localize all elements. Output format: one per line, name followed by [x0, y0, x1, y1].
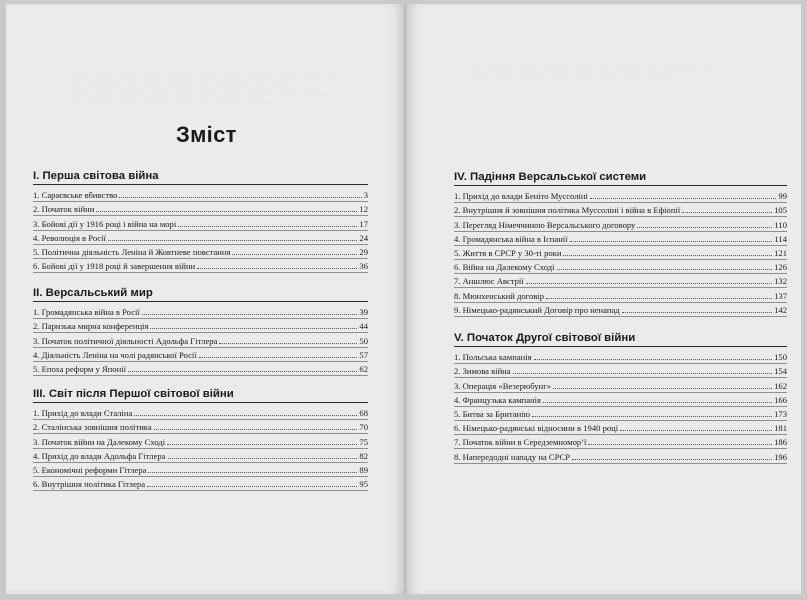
entry-title: 6. Війна на Далекому Сході — [454, 262, 555, 273]
dot-leader — [219, 343, 357, 344]
entry-title: 5. Політична діяльність Леніна й Жовтневе повстання — [33, 246, 231, 257]
toc-entry[interactable] — [33, 202, 368, 216]
toc-entry[interactable] — [454, 421, 787, 435]
dot-leader — [534, 359, 773, 360]
page-number: 29 — [359, 246, 368, 257]
toc-entry[interactable] — [454, 217, 787, 231]
page-number: 121 — [774, 247, 787, 258]
page-number: 68 — [359, 408, 368, 419]
dot-leader — [167, 444, 357, 445]
dot-leader — [570, 241, 773, 242]
entry-title: 1. Сараєвське вбивство — [33, 190, 118, 201]
entry-title: 3. Операція «Везерюбунг» — [454, 380, 552, 391]
dot-leader — [197, 268, 357, 269]
entry-title: 9. Німецько-радянський Договір про ненапад — [454, 304, 620, 315]
page-number: 57 — [359, 349, 368, 360]
toc-entry[interactable] — [454, 303, 787, 317]
toc-section — [33, 286, 368, 376]
toc-entry[interactable] — [454, 246, 787, 260]
entry-title: 3. Початок політичної діяльності Адольфа Гітлера — [33, 335, 218, 346]
page-number: 105 — [774, 205, 787, 216]
entry-title: 4. Французька кампанія — [454, 394, 541, 405]
page-number: 114 — [774, 233, 787, 244]
entry-title: 4. Прихід до влади Адольфа Гітлера — [33, 450, 166, 461]
entry-title: 7. Початок війни в Середземномор’ї — [454, 437, 587, 448]
page-number: 44 — [359, 321, 368, 332]
dot-leader — [563, 255, 772, 256]
toc-entry[interactable] — [33, 333, 368, 347]
toc-section — [33, 169, 368, 273]
toc-section — [454, 170, 787, 317]
entry-title: 4. Громадянська війна в Іспанії — [454, 233, 568, 244]
dot-leader — [232, 254, 357, 255]
dot-leader — [168, 458, 358, 459]
entry-title: 2. Внутрішня й зовнішня політика Муссоліні і війна в Ефіопії — [454, 205, 681, 216]
page-number: 110 — [774, 219, 787, 230]
page-number: 162 — [774, 380, 787, 391]
dot-leader — [154, 429, 358, 430]
dot-leader — [532, 416, 772, 417]
page-number: 12 — [359, 204, 368, 215]
toc-section — [33, 387, 368, 491]
entry-title: 1. Прихід до влади Беніто Муссоліні — [454, 191, 588, 202]
page-number: 181 — [774, 423, 787, 434]
dot-leader — [134, 415, 357, 416]
page-number: 137 — [774, 290, 787, 301]
page-number: 173 — [774, 408, 787, 419]
dot-leader — [128, 371, 357, 372]
dot-leader — [148, 472, 357, 473]
dot-leader — [96, 211, 357, 212]
toc-entry[interactable] — [33, 231, 368, 245]
entry-title: 1. Громадянська війна в Росії — [33, 307, 140, 318]
toc-entry[interactable] — [454, 274, 787, 288]
entry-title: 5. Битва за Британію — [454, 408, 531, 419]
page-number: 24 — [359, 232, 368, 243]
entry-title: 6. Бойові дії у 1918 році й завершення війни — [33, 261, 196, 272]
entry-title: 5. Епоха реформ у Японії — [33, 363, 126, 374]
page-number: 50 — [359, 335, 368, 346]
entry-title: 3. Бойові дії у 1916 році і війна на морі — [33, 218, 177, 229]
toc-entry[interactable] — [33, 420, 368, 434]
page-number: 166 — [774, 394, 787, 405]
toc-entry[interactable] — [454, 435, 787, 449]
dot-leader — [682, 212, 772, 213]
toc-section — [454, 331, 787, 464]
dot-leader — [546, 298, 772, 299]
toc-entry[interactable] — [454, 378, 787, 392]
page-number: 99 — [778, 191, 787, 202]
dot-leader — [147, 486, 357, 487]
toc-entry[interactable] — [454, 288, 787, 302]
dot-leader — [199, 357, 358, 358]
toc-entry[interactable] — [33, 463, 368, 477]
entry-title: 3. Початок війни на Далекому Сході — [33, 436, 166, 447]
dot-leader — [572, 459, 772, 460]
toc-entry[interactable] — [454, 232, 787, 246]
entry-title: 6. Німецько-радянські відносини в 1940 році — [454, 423, 619, 434]
entry-title: 1. Прихід до влади Сталіна — [33, 408, 133, 419]
page-number: 89 — [359, 464, 368, 475]
dot-leader — [590, 198, 776, 199]
entry-title: 2. Зимова війна — [454, 366, 511, 377]
entry-title: 6. Внутрішня політика Гітлера — [33, 479, 146, 490]
toc-entry[interactable] — [33, 245, 368, 259]
page-number: 75 — [359, 436, 368, 447]
toc-entry[interactable] — [454, 407, 787, 421]
dot-leader — [557, 269, 773, 270]
toc-entry[interactable] — [33, 406, 368, 420]
toc-entry[interactable] — [33, 305, 368, 319]
toc-entry[interactable] — [454, 260, 787, 274]
section-heading: I. Перша світова війна — [33, 169, 368, 185]
page-number: 150 — [774, 352, 787, 363]
page-number: 70 — [359, 422, 368, 433]
entry-title: 3. Перегляд Німеччиною Версальського договору — [454, 219, 636, 230]
toc-entry[interactable] — [33, 319, 368, 333]
toc-entry[interactable] — [33, 348, 368, 362]
toc-entry[interactable] — [454, 449, 787, 463]
section-heading: V. Початок Другої світової війни — [454, 331, 787, 347]
page-number: 196 — [774, 451, 787, 462]
entry-title: 5. Життя в СРСР у 30-ті роки — [454, 247, 562, 258]
toc-entry[interactable] — [454, 350, 787, 364]
entry-title: 8. Напередодні нападу на СРСР — [454, 451, 571, 462]
page-number: 17 — [359, 218, 368, 229]
entry-title: 5. Економічні реформи Гітлера — [33, 464, 147, 475]
page-number: 36 — [359, 261, 368, 272]
toc-entry[interactable] — [33, 434, 368, 448]
toc-entry[interactable] — [454, 364, 787, 378]
toc-entry[interactable] — [33, 362, 368, 376]
dot-leader — [142, 314, 358, 315]
page-number: 39 — [359, 307, 368, 318]
toc-entry[interactable] — [454, 189, 787, 203]
dot-leader — [622, 312, 772, 313]
bleed-through-text: ———— ——— ———— ——— ————— ——— ——— ————— ——— ———— —— ——— ————— ——— ——— ———— ——— ————— ——— ——— ———— ——— ————— ——— ——— ———— ——— ————— ——— ———— ——— ———— ——— ————— ——— ——— ———— ———— — [66, 74, 340, 105]
entry-title: 2. Початок війни — [33, 204, 95, 215]
entry-title: 8. Мюнхенський договір — [454, 290, 545, 301]
left-page — [6, 4, 404, 594]
dot-leader — [178, 226, 357, 227]
entry-title: 4. Революція в Росії — [33, 232, 106, 243]
toc-entry[interactable] — [454, 203, 787, 217]
dot-leader — [543, 402, 772, 403]
entry-title: 7. Аншлюс Австрії — [454, 276, 524, 287]
section-heading: III. Світ після Першої світової війни — [33, 387, 368, 403]
toc-entry[interactable] — [33, 188, 368, 202]
dot-leader — [553, 388, 772, 389]
right-page — [406, 4, 801, 594]
page-number: 82 — [359, 450, 368, 461]
toc-entry[interactable] — [454, 393, 787, 407]
dot-leader — [108, 240, 357, 241]
bleed-through-text: ——— ———— ——— ————— ——— ——— ———— ——— ————— ——— ———— ——— ————— ——— ——— ———— ——— ————— — [466, 66, 719, 81]
page-number: 154 — [774, 366, 787, 377]
page-number: 62 — [359, 363, 368, 374]
page-number: 186 — [774, 437, 787, 448]
dot-leader — [513, 373, 773, 374]
page-number: 132 — [774, 276, 787, 287]
section-heading: IV. Падіння Версальської системи — [454, 170, 787, 186]
dot-leader — [620, 430, 772, 431]
dot-leader — [588, 444, 772, 445]
toc-entry[interactable] — [33, 216, 368, 230]
page-number: 3 — [363, 190, 368, 201]
entry-title: 1. Польська кампанія — [454, 352, 532, 363]
toc-entry[interactable] — [33, 449, 368, 463]
dot-leader — [119, 197, 361, 198]
dot-leader — [150, 328, 357, 329]
dot-leader — [526, 283, 772, 284]
entry-title: 2. Паризька мирна конференція — [33, 321, 149, 332]
page-number: 142 — [774, 304, 787, 315]
entry-title: 4. Діяльність Леніна на чолі радянської Росії — [33, 349, 197, 360]
section-heading: II. Версальський мир — [33, 286, 368, 302]
entry-title: 2. Сталінська зовнішня політика — [33, 422, 152, 433]
page-number: 95 — [359, 479, 368, 490]
page-number: 126 — [774, 262, 787, 273]
toc-entry[interactable] — [33, 477, 368, 491]
toc-title: Зміст — [176, 122, 237, 147]
toc-entry[interactable] — [33, 259, 368, 273]
dot-leader — [637, 227, 772, 228]
